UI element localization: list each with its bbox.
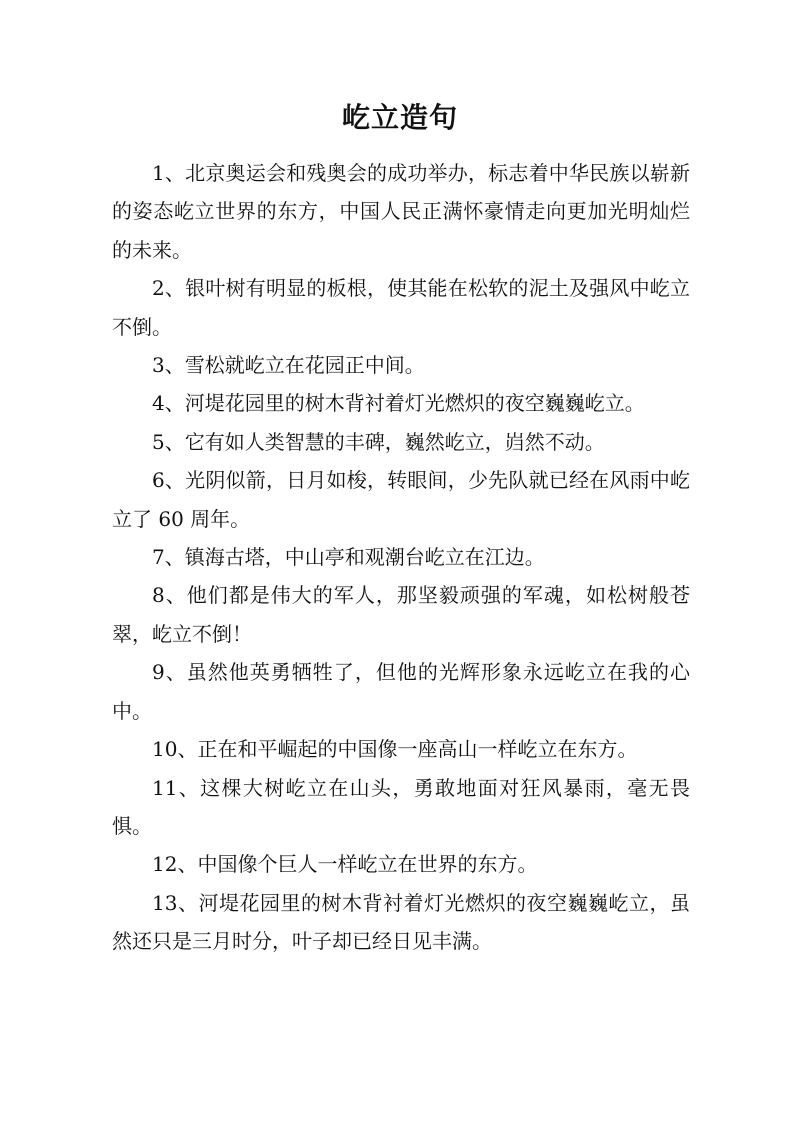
paragraph-13: 13、河堤花园里的树木背衬着灯光燃炽的夜空巍巍屹立，虽然还只是三月时分，叶子却已经日见丰满。 (112, 890, 690, 954)
paragraph-3: 3、雪松就屹立在花园正中间。 (152, 353, 425, 378)
paragraph-11: 11、这棵大树屹立在山头，勇敢地面对狂风暴雨，毫无畏惧。 (112, 775, 690, 838)
paragraph-10: 10、正在和平崛起的中国像一座高山一样屹立在东方。 (152, 737, 638, 762)
page-title: 屹立造句 (341, 101, 458, 134)
paragraph-8: 8、他们都是伟大的军人，那坚毅顽强的军魂，如松树般苍翠，屹立不倒！ (112, 583, 690, 646)
paragraph-12: 12、中国像个巨人一样屹立在世界的东方。 (152, 852, 538, 877)
paragraph-7: 7、镇海古塔，中山亭和观潮台屹立在江边。 (152, 545, 545, 570)
paragraph-6: 6、光阴似箭，日月如梭，转眼间，少先队就已经在风雨中屹立了 60 周年。 (112, 468, 690, 531)
paragraph-9: 9、虽然他英勇牺牲了，但他的光辉形象永远屹立在我的心中。 (112, 660, 690, 723)
paragraph-5: 5、它有如人类智慧的丰碑，巍然屹立，岿然不动。 (152, 429, 605, 454)
paragraph-2: 2、银叶树有明显的板根，使其能在松软的泥土及强风中屹立不倒。 (112, 276, 690, 339)
paragraph-4: 4、河堤花园里的树木背衬着灯光燃炽的夜空巍巍屹立。 (152, 391, 645, 416)
paragraph-1: 1、北京奥运会和残奥会的成功举办，标志着中华民族以崭新的姿态屹立世界的东方，中国人民正满怀豪情走向更加光明灿烂的未来。 (112, 161, 690, 262)
document-body (112, 154, 690, 961)
